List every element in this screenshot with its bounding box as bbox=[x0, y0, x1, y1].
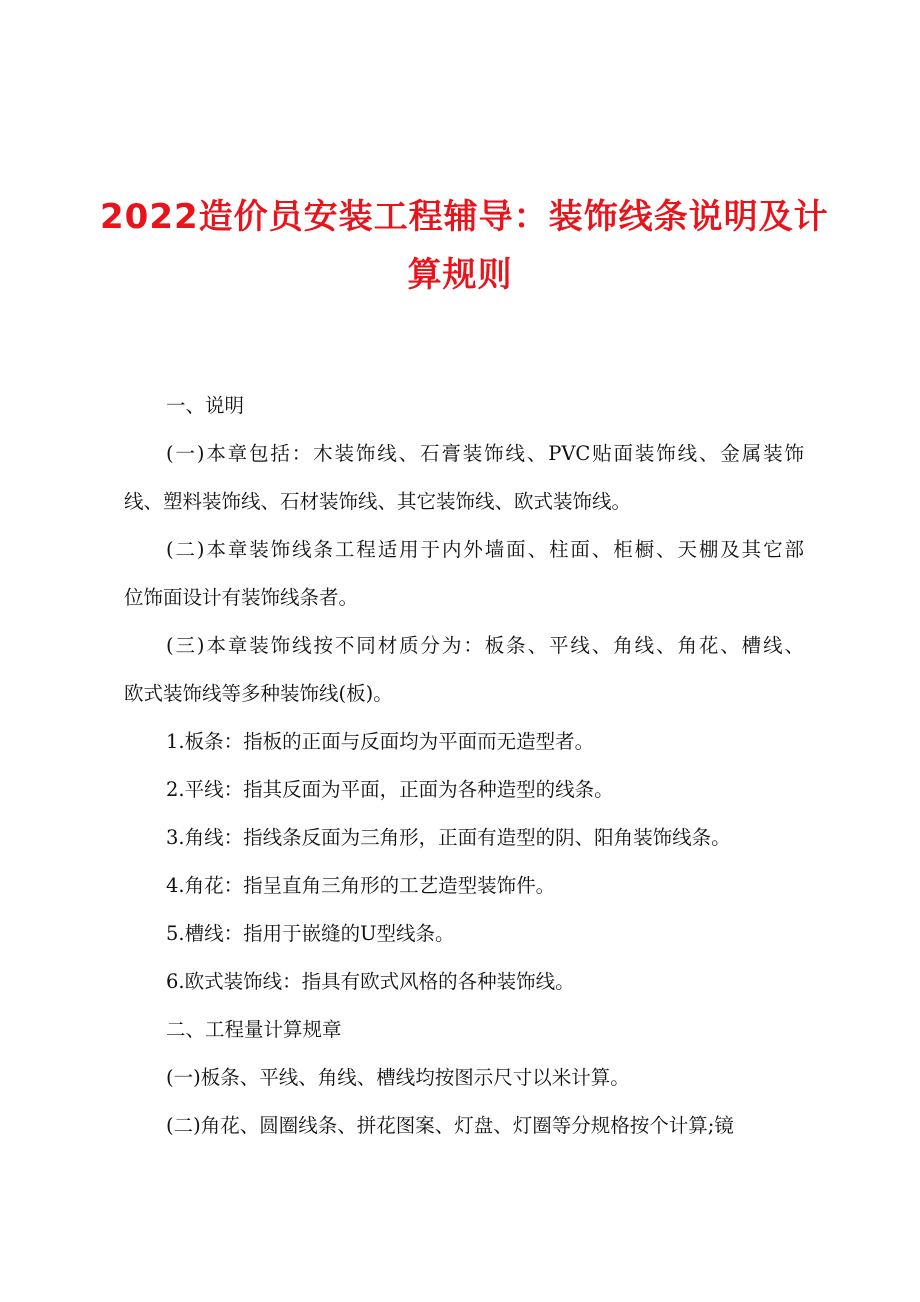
paragraph-application bbox=[124, 526, 804, 622]
item-corner-line bbox=[124, 814, 804, 862]
paragraph-line: 欧式装饰线等多种装饰线(板)。 bbox=[124, 682, 393, 705]
paragraph-line: 1.板条：指板的正面与反面均为平面而无造型者。 bbox=[166, 730, 595, 753]
item-european-line bbox=[124, 958, 804, 1006]
item-groove-line bbox=[124, 910, 804, 958]
section-heading-explanation bbox=[124, 382, 804, 430]
paragraph-line: 2.平线：指其反面为平面，正面为各种造型的线条。 bbox=[166, 778, 614, 801]
paragraph-line: 位饰面设计有装饰线条者。 bbox=[124, 586, 359, 609]
paragraph-line: 6.欧式装饰线：指具有欧式风格的各种装饰线。 bbox=[166, 970, 575, 993]
rule-per-piece bbox=[124, 1102, 804, 1150]
paragraph-line: 二、工程量计算规章 bbox=[166, 1018, 342, 1041]
paragraph-line: 5.槽线：指用于嵌缝的U型线条。 bbox=[166, 922, 455, 945]
paragraph-scope bbox=[124, 430, 804, 526]
paragraph-line: (二)角花、圆圈线条、拼花图案、灯盘、灯圈等分规格按个计算;镜 bbox=[166, 1114, 734, 1137]
paragraph-line: 3.角线：指线条反面为三角形，正面有造型的阴、阳角装饰线条。 bbox=[166, 826, 731, 849]
paragraph-line: 一、说明 bbox=[166, 394, 245, 417]
document-title-line-2: 算规则 bbox=[407, 255, 513, 295]
item-flat-line bbox=[124, 766, 804, 814]
document-title-line-1: 2022造价员安装工程辅导：装饰线条说明及计 bbox=[100, 197, 829, 237]
paragraph-line: (二)本章装饰线条工程适用于内外墙面、柱面、柜橱、天棚及其它部 bbox=[166, 538, 804, 561]
paragraph-material-types bbox=[124, 622, 804, 718]
item-board-strip bbox=[124, 718, 804, 766]
paragraph-line: (一)板条、平线、角线、槽线均按图示尺寸以米计算。 bbox=[166, 1066, 630, 1089]
paragraph-line: (一)本章包括：木装饰线、石膏装饰线、PVC贴面装饰线、金属装饰 bbox=[166, 442, 804, 465]
section-heading-calculation-rules bbox=[124, 1006, 804, 1054]
paragraph-line: (三)本章装饰线按不同材质分为：板条、平线、角线、角花、槽线、 bbox=[166, 634, 804, 657]
paragraph-line: 4.角花：指呈直角三角形的工艺造型装饰件。 bbox=[166, 874, 556, 897]
rule-linear-metres bbox=[124, 1054, 804, 1102]
paragraph-line: 线、塑料装饰线、石材装饰线、其它装饰线、欧式装饰线。 bbox=[124, 490, 632, 513]
item-corner-flower bbox=[124, 862, 804, 910]
